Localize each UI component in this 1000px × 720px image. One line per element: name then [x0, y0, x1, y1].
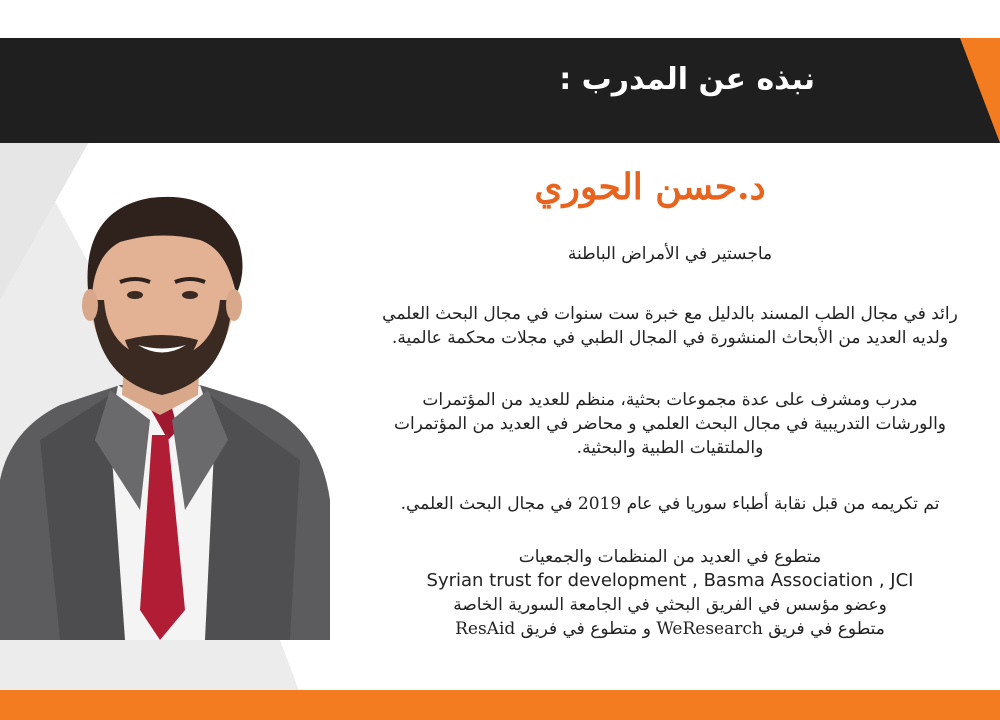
footer-bar: [0, 690, 1000, 720]
volunteer-line-4: متطوع في فريق WeResearch و متطوع في فريق ResAid: [455, 619, 885, 639]
experience-line-2: ولديه العديد من الأبحاث المنشورة في المجال الطبي في مجلات محكمة عالمية.: [391, 328, 949, 348]
training-line-1: مدرب ومشرف على عدة مجموعات بحثية، منظم للعديد من المؤتمرات: [422, 390, 918, 410]
degree-line: ماجستير في الأمراض الباطنة: [567, 244, 773, 264]
trainer-degree: [355, 242, 985, 266]
volunteer-line-3: وعضو مؤسس في الفريق البحثي في الجامعة السورية الخاصة: [453, 595, 887, 615]
training-paragraph: [355, 388, 985, 460]
training-line-3: والملتقيات الطبية والبحثية.: [576, 438, 764, 458]
volunteer-line-1: متطوع في العديد من المنظمات والجمعيات: [518, 547, 822, 567]
volunteer-line-2: Syrian trust for development , Basma Association , JCI: [426, 570, 914, 591]
header-accent-triangle: [960, 38, 1000, 143]
page-title: نبذه عن المدرب :: [559, 62, 815, 97]
header-bar: [0, 38, 1000, 143]
volunteer-paragraph: [355, 545, 985, 641]
trainer-name: د.حسن الحوري: [534, 166, 766, 208]
experience-line-1: رائد في مجال الطب المسند بالدليل مع خبرة ست سنوات في مجال البحث العلمي: [382, 304, 958, 324]
experience-paragraph: [355, 302, 985, 350]
trainer-photo: [0, 180, 340, 640]
honor-paragraph: [355, 492, 985, 516]
training-line-2: والورشات التدريبية في مجال البحث العلمي و محاضر في العديد من المؤتمرات: [393, 414, 947, 434]
honor-line: تم تكريمه من قبل نقابة أطباء سوريا في عام 2019 في مجال البحث العلمي.: [400, 494, 940, 514]
